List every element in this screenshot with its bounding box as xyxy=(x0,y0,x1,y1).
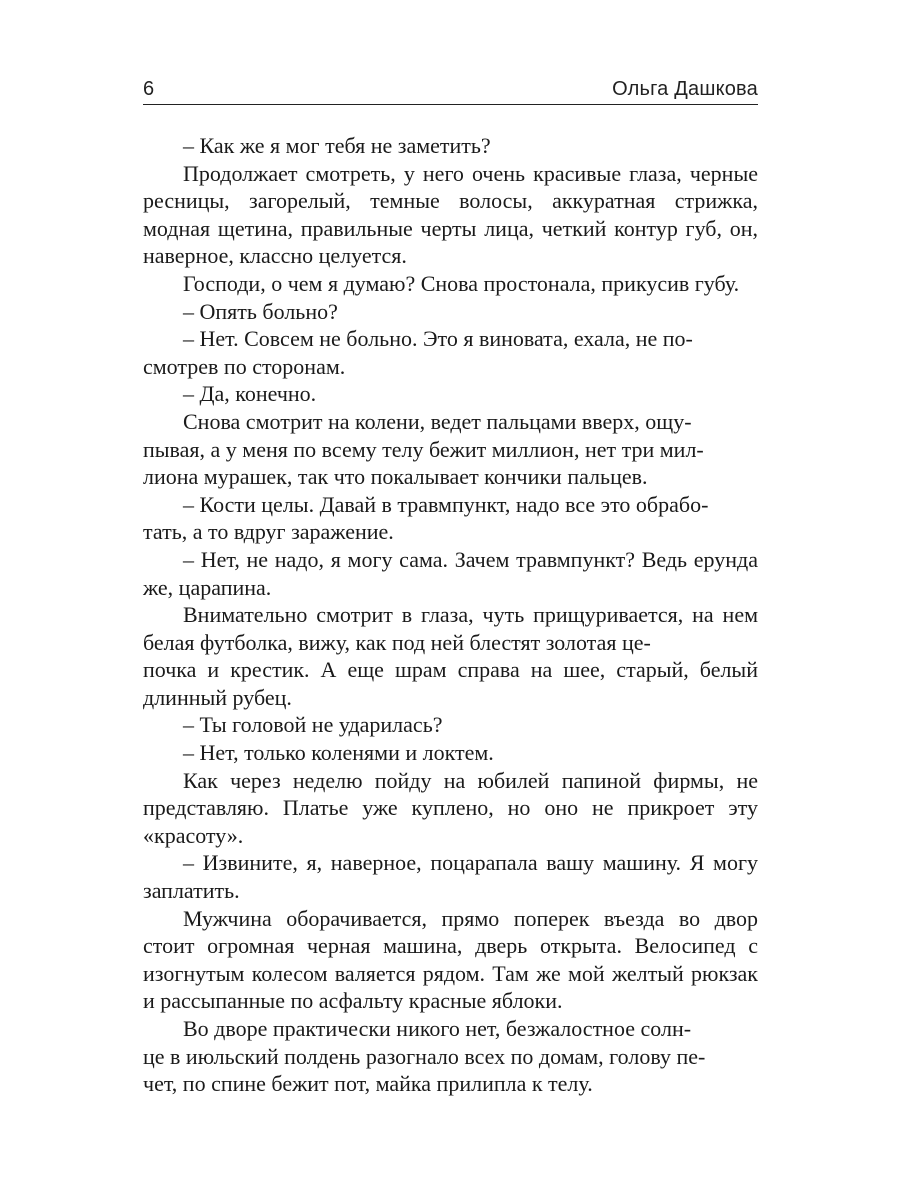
paragraph: – Опять больно? xyxy=(183,298,338,324)
running-title: Ольга Дашкова xyxy=(612,78,758,100)
body-text xyxy=(143,132,758,1098)
paragraph: Мужчина оборачивается, прямо поперек въезда во двор стоит огромная черная машина, дверь открыта. Велосипед с изогнутым колесом валяется рядом. Там же мой желтый рюкзак и рассыпанные по асфальту красные яблоки. xyxy=(143,905,758,1014)
page-header xyxy=(143,76,758,105)
paragraph: Внимательно смотрит в глаза, чуть прищуривается, на нем белая футболка, вижу, как под ней блестят золотая це- почка и крестик. А еще шрам справа на шее, старый, белый длинный рубец. xyxy=(143,602,758,710)
paragraph: – Кости целы. Давай в травмпункт, надо все это обрабо- тать, а то вдруг заражение. xyxy=(143,491,709,545)
paragraph: Во дворе практически никого нет, безжалостное солн- це в июльский полдень разогнало всех по домам, голову пе- чет, по спине бежит пот, майка прилипла к телу. xyxy=(143,1016,706,1097)
paragraph: Господи, о чем я думаю? Снова простонала, прикусив губу. xyxy=(183,270,740,296)
paragraph: – Нет, только коленями и локтем. xyxy=(183,740,494,766)
paragraph: Как через неделю пойду на юбилей папиной фирмы, не представляю. Платье уже куплено, но оно не прикроет эту «красоту». xyxy=(143,767,758,848)
paragraph: – Как же я мог тебя не заметить? xyxy=(183,133,491,158)
paragraph: – Нет. Совсем не больно. Это я виновата, ехала, не по- смотрев по сторонам. xyxy=(143,326,693,379)
paragraph: – Ты головой не ударилась? xyxy=(183,712,443,738)
paragraph: Снова смотрит на колени, ведет пальцами вверх, ощу- пывая, а у меня по всему телу бежит миллион, нет три мил- лиона мурашек, так что покалывает кончики пальцев. xyxy=(143,408,704,490)
page-number: 6 xyxy=(143,78,155,100)
paragraph: – Нет, не надо, я могу сама. Зачем травмпункт? Ведь ерунда же, царапина. xyxy=(143,546,758,600)
paragraph: – Да, конечно. xyxy=(183,381,317,407)
paragraph: Продолжает смотреть, у него очень красивые глаза, черные ресницы, загорелый, темные волосы, аккуратная стрижка, модная щетина, правильные черты лица, четкий контур губ, он, наверное, классно целуется. xyxy=(143,160,758,269)
paragraph: – Извините, я, наверное, поцарапала вашу машину. Я могу заплатить. xyxy=(143,850,758,904)
